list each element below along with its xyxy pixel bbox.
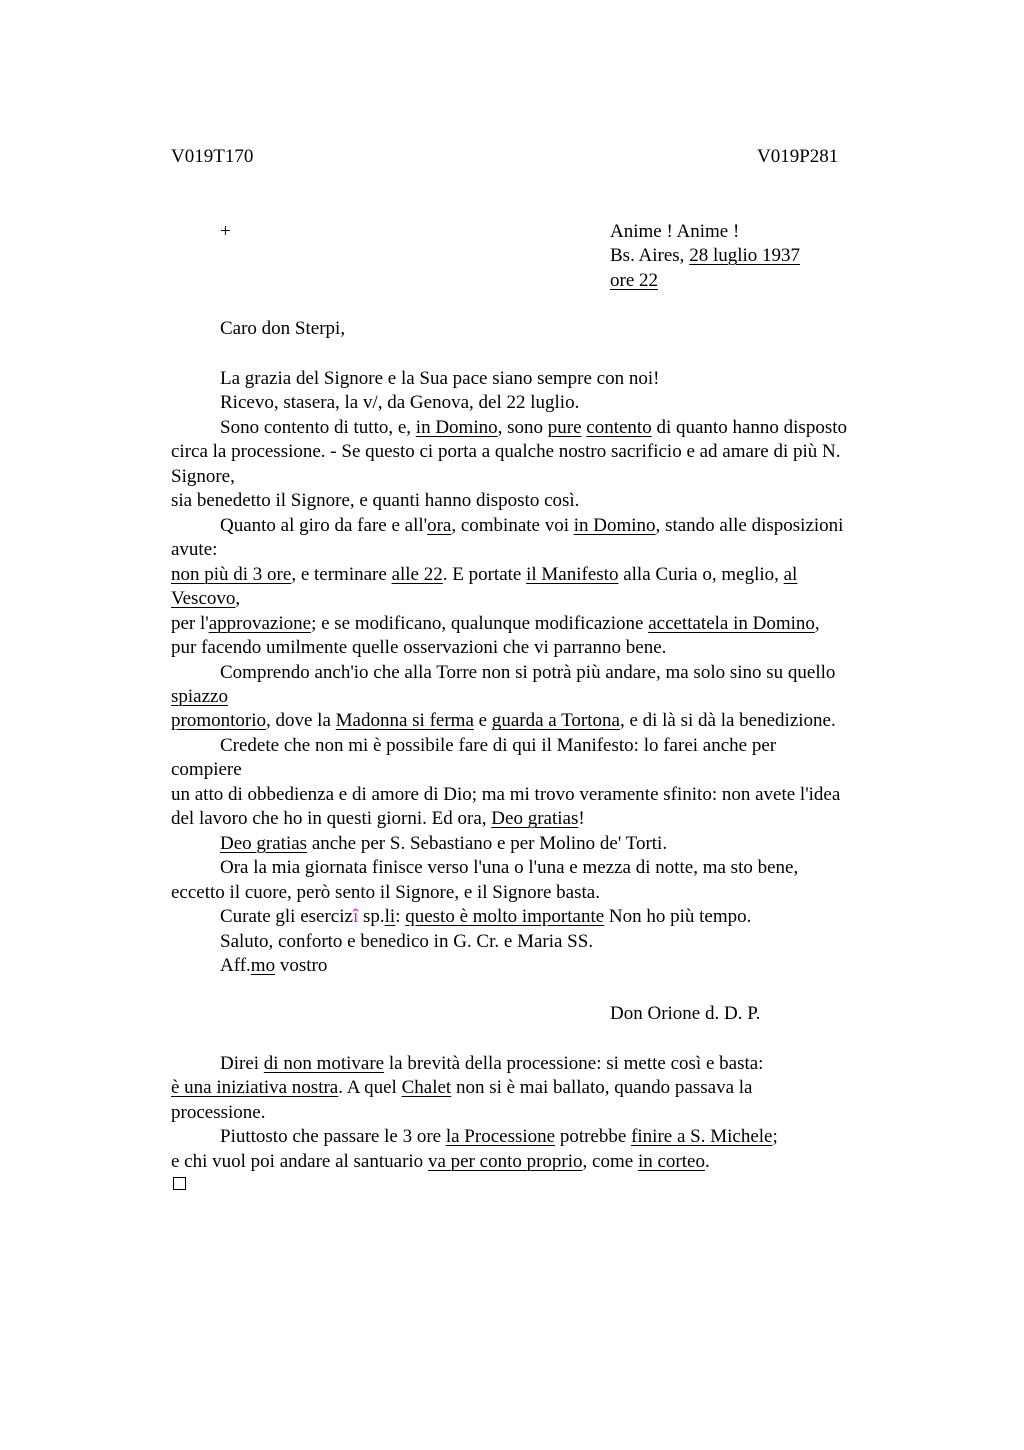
text-run: alla Curia o, meglio, (618, 563, 784, 585)
text-run: Credete che non mi è possibile fare di qui il Manifesto: lo farei anche per (220, 734, 777, 756)
underlined-text: al (783, 563, 798, 585)
text-run: processione. (171, 1101, 266, 1123)
body-line (220, 416, 847, 440)
text-run: La grazia del Signore e la Sua pace siano sempre con noi! (220, 368, 660, 389)
end-square-symbol (173, 1177, 186, 1190)
postscript-line (171, 1101, 265, 1125)
place: Bs. Aires, (610, 245, 690, 266)
text-run: Direi (220, 1053, 264, 1074)
text-run: . E portate (442, 563, 527, 585)
body-line (171, 489, 579, 513)
underlined-text: ora (427, 514, 452, 536)
text-run: avute: (171, 539, 218, 561)
body-line (220, 954, 327, 978)
body-line (171, 440, 841, 464)
underlined-text: Chalet (401, 1077, 452, 1099)
text-run: la brevità della processione: si mette così e basta: (384, 1053, 764, 1074)
body-line (171, 709, 836, 733)
body-line (220, 391, 579, 415)
underlined-text: il Manifesto (526, 563, 619, 585)
body-line (220, 856, 798, 880)
text-run: . A quel (338, 1077, 402, 1099)
underlined-text: alle 22 (391, 563, 443, 585)
document-code-left: V019T170 (171, 146, 254, 167)
body-line (171, 636, 666, 660)
underlined-text: Deo gratias (220, 832, 308, 854)
time: ore 22 (610, 270, 659, 291)
text-run: sp. (358, 906, 385, 928)
text-run: î (352, 906, 359, 928)
body-line (171, 685, 228, 709)
underlined-text: questo è molto importante (405, 906, 605, 928)
motto: Anime ! Anime ! (610, 221, 740, 242)
text-run: , (814, 612, 820, 634)
underlined-text: Vescovo (171, 588, 236, 610)
text-run: circa la processione. - Se questo ci porta a qualche nostro sacrificio e ad amare di più N. (171, 441, 841, 463)
text-run: Quanto al giro da fare e all' (220, 514, 428, 536)
body-line (171, 783, 840, 807)
underlined-text: accettatela in Domino (648, 612, 815, 634)
text-run: , e di là si dà la benedizione. (619, 710, 836, 732)
underlined-text: è una iniziativa nostra (171, 1077, 339, 1099)
body-line (171, 465, 235, 489)
text-run: , dove la (266, 710, 336, 732)
underlined-text: pure (547, 416, 582, 438)
place-date-line (610, 245, 800, 267)
underlined-text: contento (586, 416, 652, 438)
text-run: compiere (171, 759, 242, 781)
underlined-text: approvazione (208, 612, 312, 634)
underlined-text: va per conto proprio (427, 1150, 583, 1172)
underlined-text: in corteo (637, 1150, 705, 1172)
text-run: per l' (171, 612, 209, 634)
time-line (610, 270, 658, 292)
body-line (171, 881, 600, 905)
body-line (220, 367, 659, 391)
text-run: . (704, 1150, 710, 1172)
underlined-text: spiazzo (171, 685, 228, 707)
text-run: Curate gli eserciz (220, 906, 353, 928)
text-run: , (235, 588, 241, 610)
body-line (220, 930, 593, 954)
body-line (171, 538, 217, 562)
body-line (220, 832, 667, 856)
underlined-text: Deo gratias (491, 808, 579, 830)
body-line (171, 587, 240, 611)
body-line (171, 612, 820, 636)
body-line (171, 807, 585, 831)
underlined-text: non più di 3 ore (171, 563, 292, 585)
text-run: , combinate voi (451, 514, 574, 536)
document-code-right: V019P281 (757, 146, 839, 167)
body-line (220, 905, 751, 929)
underlined-text: finire a S. Michele (631, 1126, 773, 1148)
postscript-line (171, 1150, 710, 1174)
underlined-text: promontorio (171, 710, 266, 732)
text-run: Piuttosto che passare le 3 ore (220, 1126, 446, 1148)
text-run: , sono (497, 416, 548, 438)
text-run: Non ho più tempo. (604, 906, 752, 928)
text-run: ; (772, 1126, 778, 1148)
body-line (171, 758, 242, 782)
cross-symbol: + (220, 221, 231, 242)
signature: Don Orione d. D. P. (610, 1003, 761, 1024)
text-run: pur facendo umilmente quelle osservazioni che vi parranno bene. (171, 637, 667, 659)
body-line (220, 514, 843, 538)
text-run: ! (578, 808, 585, 830)
text-run: Sono contento di tutto, e, (220, 416, 416, 438)
text-run: Ora la mia giornata finisce verso l'una o l'una e mezza di notte, ma sto bene, (220, 857, 799, 879)
date: 28 luglio 1937 (689, 245, 801, 266)
text-run: e (473, 710, 492, 732)
underlined-text: guarda a Tortona (491, 710, 620, 732)
text-run: e chi vuol poi andare al santuario (171, 1150, 428, 1172)
text-run: , stando alle disposizioni (655, 514, 844, 536)
text-run: un atto di obbedienza e di amore di Dio; ma mi trovo veramente sfinito: non avete l'idea (171, 783, 841, 805)
text-run: anche per S. Sebastiano e per Molino de' Torti. (307, 832, 668, 854)
postscript-line (171, 1076, 753, 1100)
underlined-text: Madonna si ferma (335, 710, 474, 732)
underlined-text: di non motivare (263, 1053, 385, 1074)
text-run: : (395, 906, 406, 928)
underlined-text: li (384, 906, 396, 928)
text-run: di quanto hanno disposto (651, 416, 847, 438)
text-run: sia benedetto il Signore, e quanti hanno disposto così. (171, 490, 580, 512)
underlined-text: mo (250, 955, 276, 977)
text-run: Comprendo anch'io che alla Torre non si potrà più andare, ma solo sino su quello (220, 661, 836, 683)
underlined-text: in Domino (573, 514, 656, 536)
text-run: Ricevo, stasera, la v/, da Genova, del 22 luglio. (220, 392, 580, 414)
underlined-text: la Processione (445, 1126, 556, 1148)
salutation: Caro don Sterpi, (220, 318, 346, 339)
body-line (220, 661, 835, 685)
postscript-line (220, 1125, 778, 1149)
text-run: vostro (275, 955, 328, 977)
text-run: , e terminare (291, 563, 392, 585)
text-run: ; e se modificano, qualunque modificazione (311, 612, 649, 634)
postscript-line (220, 1052, 763, 1076)
text-run: eccetto il cuore, però sento il Signore, e il Signore basta. (171, 881, 600, 903)
text-run: del lavoro che ho in questi giorni. Ed ora, (171, 808, 492, 830)
text-run: Aff. (220, 955, 251, 977)
text-run: , come (582, 1150, 638, 1172)
underlined-text: in Domino (415, 416, 498, 438)
text-run: Signore, (171, 465, 235, 487)
text-run: potrebbe (555, 1126, 632, 1148)
text-run: Saluto, conforto e benedico in G. Cr. e Maria SS. (220, 930, 594, 952)
body-line (220, 734, 776, 758)
body-line (171, 563, 797, 587)
text-run: non si è mai ballato, quando passava la (451, 1077, 753, 1099)
